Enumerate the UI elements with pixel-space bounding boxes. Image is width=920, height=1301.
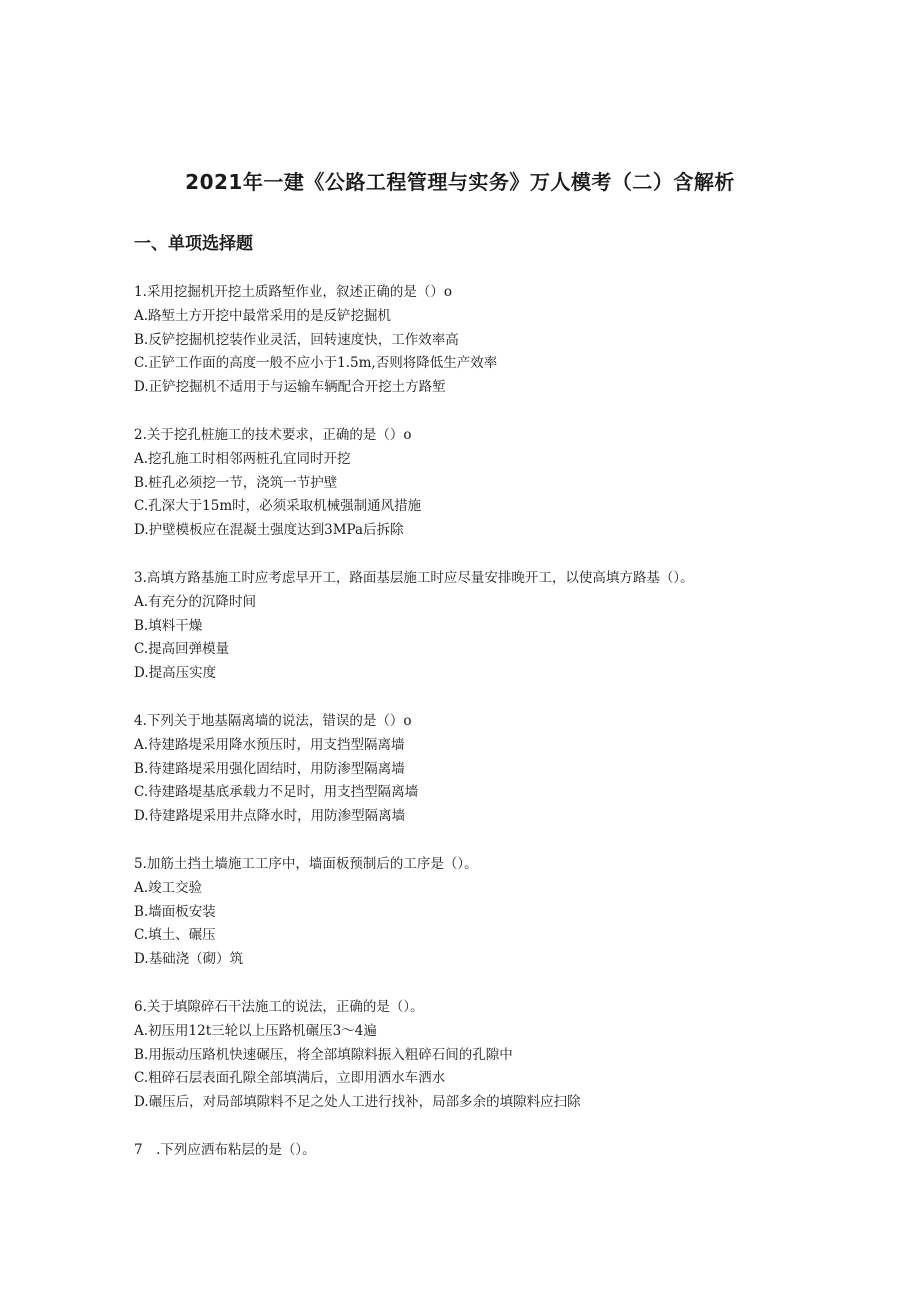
- question-1: [134, 281, 834, 400]
- question-stem: 5.加筋土挡土墙施工工序中，墙面板预制后的工序是（）。: [134, 855, 478, 872]
- question-list: [134, 281, 834, 1187]
- question-5: [134, 853, 834, 972]
- document-title: 2021年一建《公路工程管理与实务》万人模考（二）含解析: [185, 170, 735, 194]
- question-stem: 7 .下列应洒布粘层的是（）。: [134, 1141, 316, 1158]
- option-c: C.粗碎石层表面孔隙全部填满后，立即用洒水车洒水: [134, 1070, 446, 1087]
- question-stem: 6.关于填隙碎石干法施工的说法，正确的是（）。: [134, 998, 424, 1015]
- option-b: B.反铲挖掘机挖装作业灵活，回转速度快，工作效率高: [134, 331, 459, 348]
- option-d: D.待建路堤采用井点降水时，用防渗型隔离墙: [134, 808, 406, 825]
- question-2: [134, 424, 834, 543]
- option-a: A.有充分的沉降时间: [134, 593, 257, 610]
- option-d: D.碾压后，对局部填隙料不足之处人工进行找补，局部多余的填隙料应扫除: [134, 1094, 581, 1111]
- question-stem: 2.关于挖孔桩施工的技术要求，正确的是（）o: [134, 426, 412, 443]
- option-a: A.初压用12t三轮以上压路机碾压3～4遍: [134, 1022, 377, 1039]
- option-c: C.正铲工作面的高度一般不应小于1.5m,否则将降低生产效率: [134, 355, 498, 372]
- question-stem: 3.高填方路基施工时应考虑早开工，路面基层施工时应尽量安排晚开工，以使高填方路基（）。: [134, 569, 694, 586]
- option-b: B.待建路堤采用强化固结时，用防渗型隔离墙: [134, 760, 405, 777]
- question-7: [134, 1139, 834, 1163]
- question-4: [134, 710, 834, 829]
- question-3: [134, 567, 834, 686]
- question-stem: 4.下列关于地基隔离墙的说法，错误的是（）o: [134, 712, 412, 729]
- option-b: B.用振动压路机快速碾压，将全部填隙料振入粗碎石间的孔隙中: [134, 1046, 513, 1063]
- question-stem: 1.采用挖掘机开挖土质路堑作业，叙述正确的是（）o: [134, 284, 453, 300]
- option-a: A.竣工交验: [134, 879, 203, 896]
- option-a: A.待建路堤采用降水预压时，用支挡型隔离墙: [134, 736, 405, 753]
- question-6: [134, 996, 834, 1115]
- option-c: C.待建路堤基底承载力不足时，用支挡型隔离墙: [134, 784, 419, 801]
- section-heading: 一、单项选择题: [134, 234, 253, 254]
- option-a: A.路堑土方开挖中最常采用的是反铲挖掘机: [134, 307, 392, 324]
- option-c: C.填土、碾压: [134, 927, 216, 944]
- option-d: D.提高压实度: [134, 665, 217, 682]
- option-b: B.墙面板安装: [134, 903, 216, 920]
- option-d: D.正铲挖掘机不适用于与运输车辆配合开挖土方路堑: [134, 379, 446, 396]
- option-c: C.孔深大于15m时，必须采取机械强制通风措施: [134, 498, 422, 515]
- option-c: C.提高回弹模量: [134, 641, 230, 658]
- option-b: B.桩孔必须挖一节，浇筑一节护壁: [134, 474, 338, 491]
- option-d: D.护壁模板应在混凝土强度达到3MPa后拆除: [134, 522, 404, 539]
- option-d: D.基础浇（砌）筑: [134, 951, 244, 968]
- option-a: A.挖孔施工时相邻两桩孔宜同时开挖: [134, 450, 351, 467]
- option-b: B.填料干燥: [134, 617, 203, 634]
